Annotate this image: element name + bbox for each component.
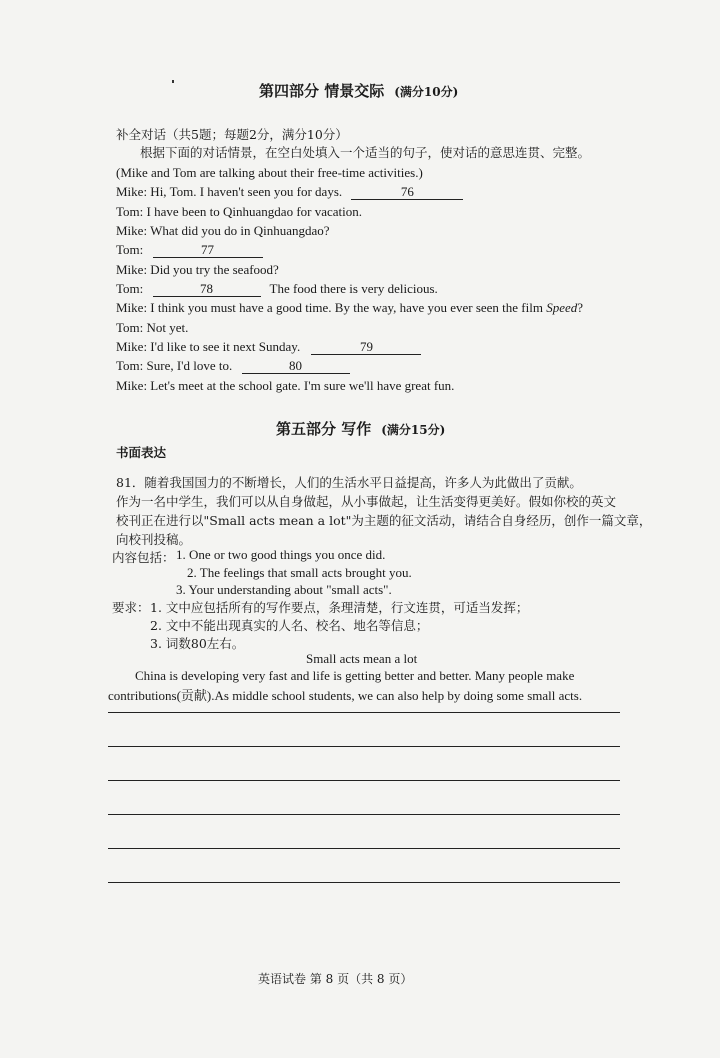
part4-instruction: 根据下面的对话情景，在空白处填入一个适当的句子，使对话的意思连贯、完整。	[140, 145, 591, 160]
dialogue-text: Tom: Sure, I'd love to.	[116, 358, 233, 373]
writing-line[interactable]	[108, 882, 620, 883]
dialogue-text: Tom:	[116, 281, 144, 296]
blank-number: 76	[400, 184, 414, 199]
part4-section-label: 补全对话（共5题；每题2分，满分10分）	[116, 127, 348, 142]
answer-blank-77[interactable]	[153, 243, 263, 258]
writing-line[interactable]	[108, 780, 620, 781]
blank-number: 77	[201, 242, 215, 257]
part4-header	[259, 80, 458, 101]
dialogue-line	[116, 358, 350, 374]
dialogue-line: Mike: Did you try the seafood?	[116, 262, 279, 277]
prompt-line: 校刊正在进行以"Small acts mean a lot"为主题的征文活动，请结合自身经历，创作一篇文章，	[116, 513, 652, 528]
blank-number: 79	[359, 339, 373, 354]
dialogue-line	[116, 184, 463, 200]
dialogue-text-after: ?	[577, 300, 584, 315]
req-label: 要求：	[112, 600, 150, 615]
part4-title: 第四部分 情景交际	[259, 82, 385, 100]
writing-line[interactable]	[108, 746, 620, 747]
content-item: 1. One or two good things you once did.	[176, 547, 386, 562]
page-footer: 英语试卷 第 8 页（共 8 页）	[258, 972, 413, 986]
content-label: 内容包括：	[112, 550, 175, 565]
part5-score: (满分15分)	[381, 423, 446, 437]
essay-opening-line: China is developing very fast and life is getting better and better. Many people make	[135, 668, 575, 683]
blank-number: 80	[289, 358, 303, 373]
part5-header	[276, 418, 445, 439]
req-item: 2. 文中不能出现真实的人名、校名、地名等信息；	[150, 618, 429, 633]
dialogue-text: Mike: Hi, Tom. I haven't seen you for days.	[116, 184, 343, 199]
part4-score: (满分10分)	[394, 85, 459, 99]
req-item: 1. 文中应包括所有的写作要点，条理清楚，行文连贯，可适当发挥；	[150, 600, 529, 615]
answer-blank-79[interactable]	[311, 340, 421, 355]
part5-title: 第五部分 写作	[276, 420, 372, 438]
dialogue-line: Tom: I have been to Qinhuangdao for vacation.	[116, 204, 363, 219]
dialogue-line	[116, 242, 263, 258]
prompt-line: 81．随着我国国力的不断增长，人们的生活水平日益提高，许多人为此做出了贡献。	[116, 475, 582, 490]
writing-line[interactable]	[108, 712, 620, 713]
part5-section-label: 书面表达	[116, 445, 167, 460]
dialogue-line: Mike: Let's meet at the school gate. I'm sure we'll have great fun.	[116, 378, 455, 393]
film-title: Speed	[546, 300, 578, 315]
blank-number: 78	[200, 281, 214, 296]
content-item: 3. Your understanding about "small acts".	[176, 582, 392, 597]
dialogue-line	[116, 281, 438, 297]
dialogue-line	[116, 339, 421, 355]
prompt-line: 作为一名中学生，我们可以从自身做起，从小事做起，让生活变得更美好。假如你校的英文	[116, 494, 617, 509]
answer-blank-76[interactable]	[351, 185, 463, 200]
dialogue-line	[116, 300, 583, 316]
answer-blank-80[interactable]	[242, 359, 350, 374]
dialogue-context: (Mike and Tom are talking about their free-time activities.)	[116, 165, 423, 180]
prompt-line: 向校刊投稿。	[116, 532, 192, 547]
print-speck	[172, 80, 174, 83]
dialogue-text-after: The food there is very delicious.	[269, 281, 438, 296]
dialogue-text: Mike: I'd like to see it next Sunday.	[116, 339, 301, 354]
answer-blank-78[interactable]	[153, 282, 261, 297]
content-item: 2. The feelings that small acts brought you.	[187, 565, 412, 580]
writing-line[interactable]	[108, 848, 620, 849]
essay-title: Small acts mean a lot	[306, 651, 418, 666]
dialogue-line: Tom: Not yet.	[116, 320, 189, 335]
dialogue-text: Mike: I think you must have a good time. By the way, have you ever seen the film	[116, 300, 543, 315]
dialogue-text: Tom:	[116, 242, 144, 257]
req-item: 3. 词数80左右。	[150, 636, 245, 651]
dialogue-line: Mike: What did you do in Qinhuangdao?	[116, 223, 330, 238]
writing-line[interactable]	[108, 814, 620, 815]
essay-opening-line: contributions(贡献).As middle school students, we can also help by doing some small acts.	[108, 688, 583, 703]
